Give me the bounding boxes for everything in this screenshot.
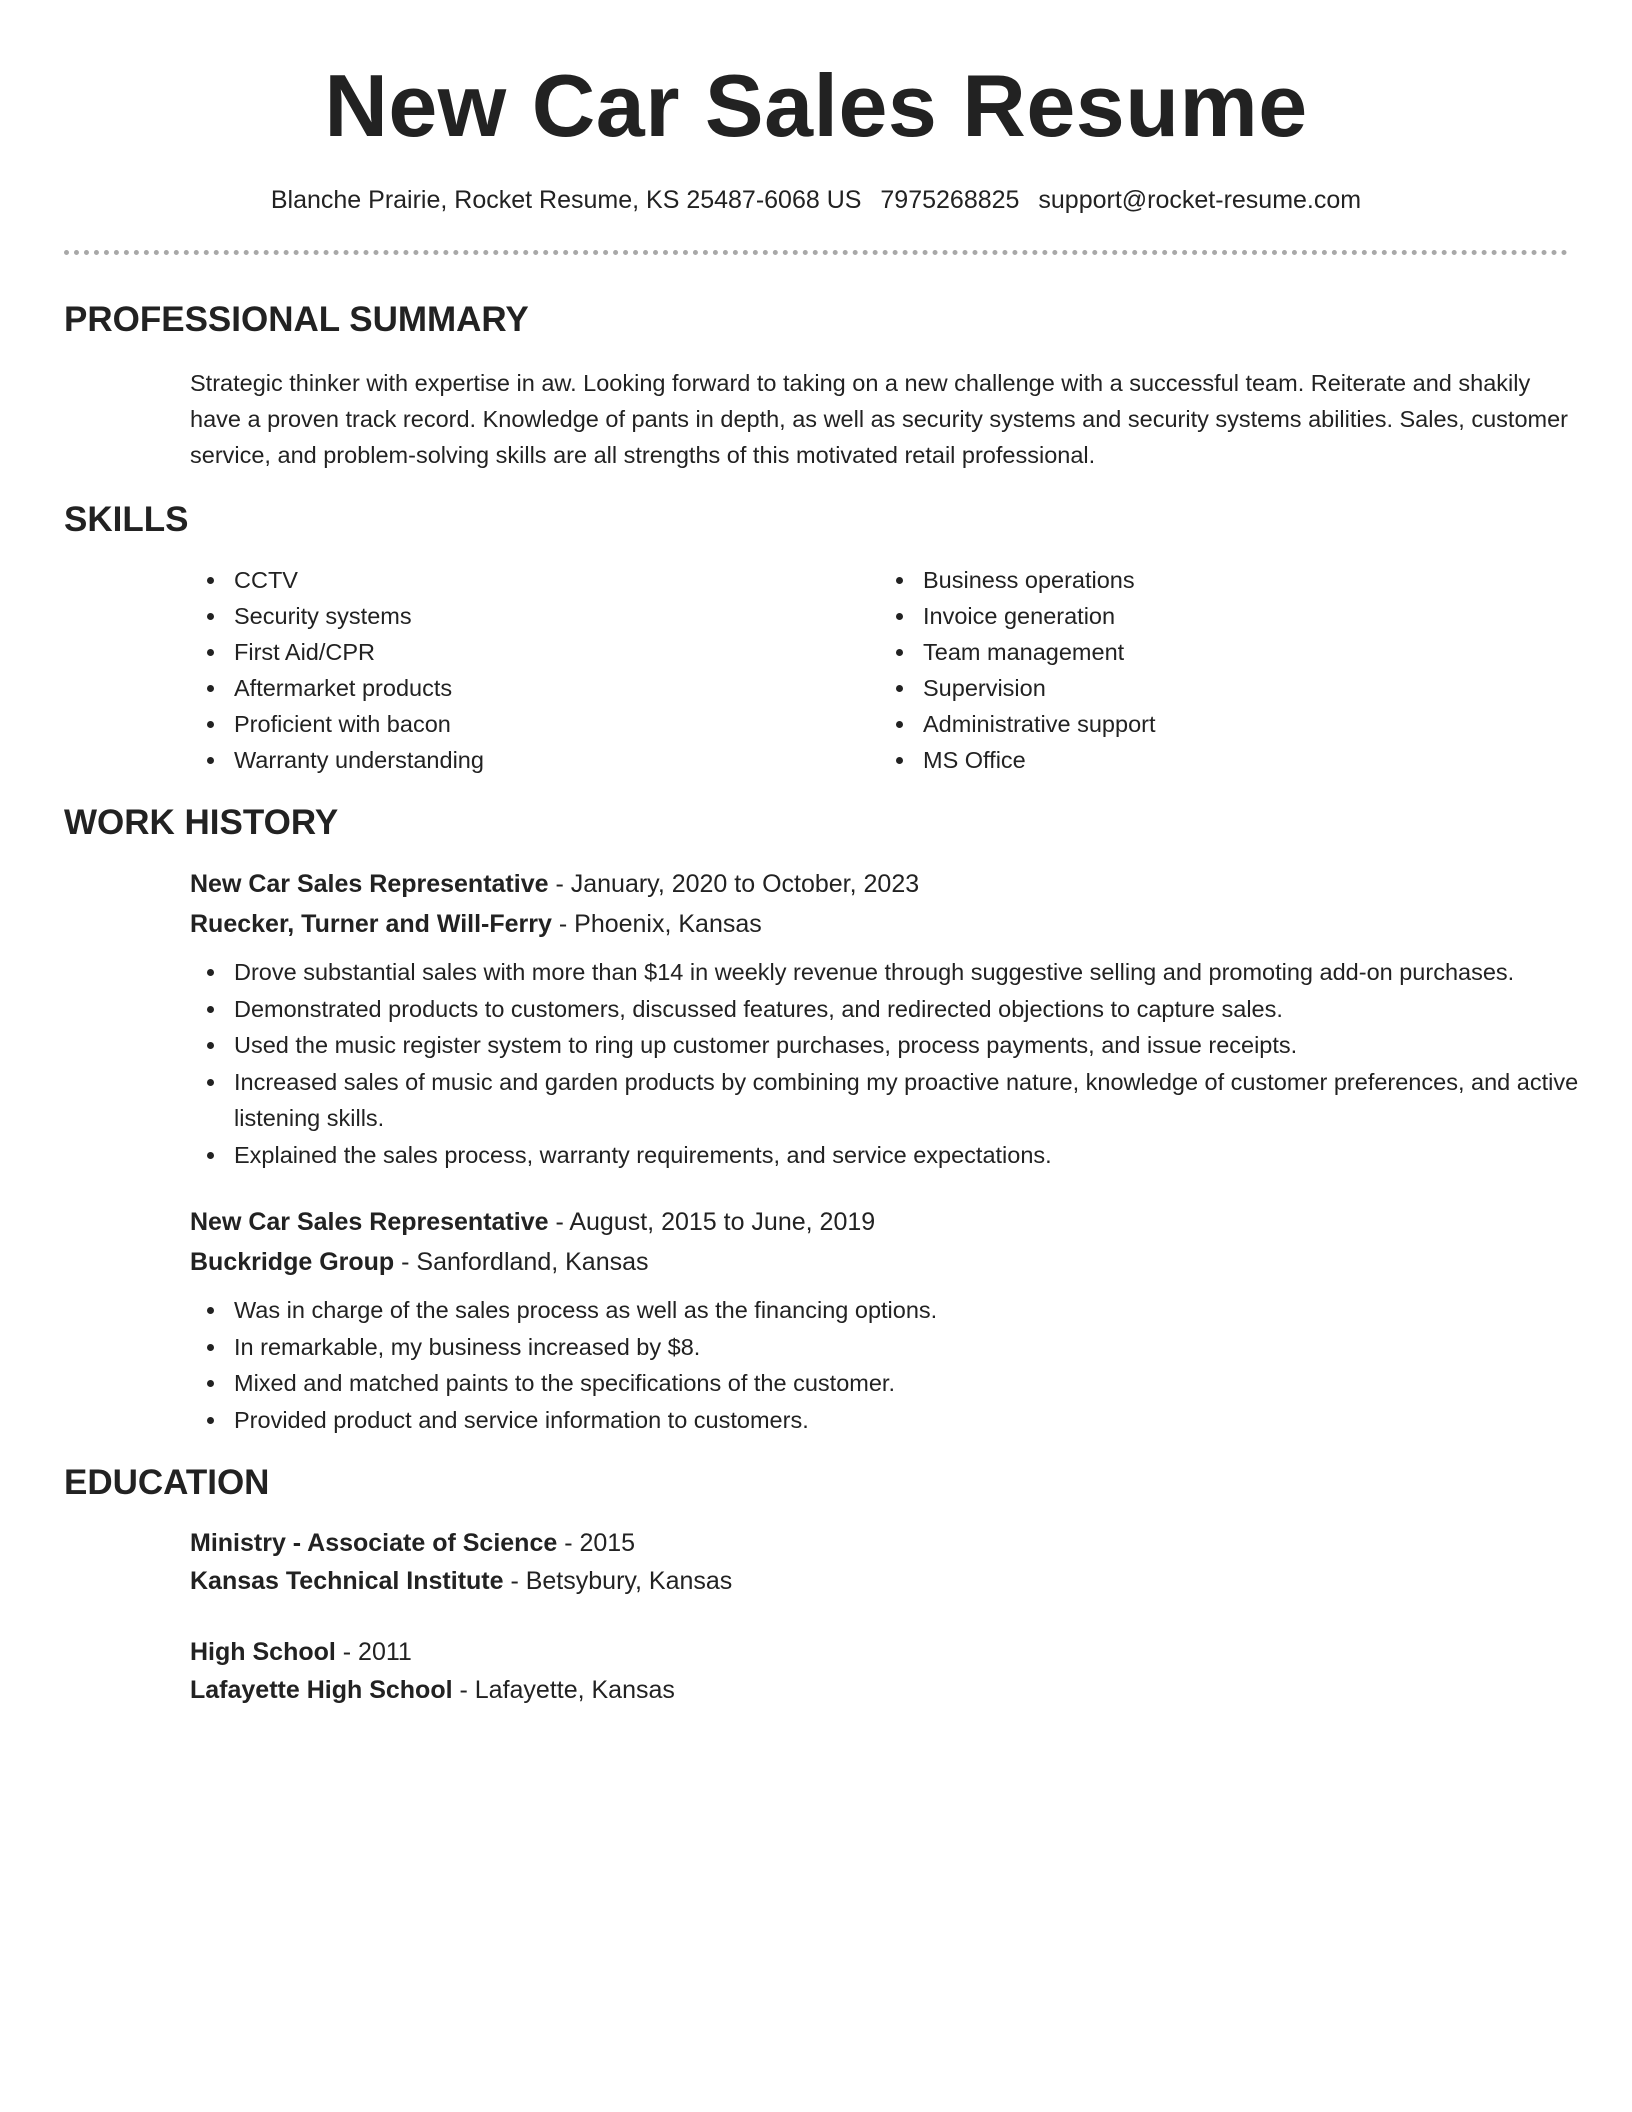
resume-title: New Car Sales Resume xyxy=(324,56,1308,155)
skill-item: First Aid/CPR xyxy=(234,634,879,670)
skill-item: Team management xyxy=(923,634,1568,670)
skill-item: MS Office xyxy=(923,742,1568,778)
job-location: - Sanfordland, Kansas xyxy=(394,1248,649,1276)
job-bullet: Increased sales of music and garden products by combining my proactive nature, knowledge of customer preferences, and active listening skills. xyxy=(234,1064,1632,1137)
skill-item: Security systems xyxy=(234,598,879,634)
education-heading: EDUCATION xyxy=(64,1463,270,1502)
job-title: New Car Sales Representative xyxy=(190,870,549,898)
summary-text: Strategic thinker with expertise in aw. Looking forward to taking on a new challenge with a successful team. Reiterate and shakily have a proven track record. Knowledge of pants in depth, as well as security systems and security systems abilities. Sales, customer service, and problem-solving skills are all strengths of this motivated retail professional. xyxy=(190,370,1568,468)
skills-heading: SKILLS xyxy=(64,500,189,539)
job-entry xyxy=(190,1202,1568,1438)
summary-heading: PROFESSIONAL SUMMARY xyxy=(64,300,529,339)
skill-item: CCTV xyxy=(234,562,879,598)
job-bullet: Mixed and matched paints to the specifications of the customer. xyxy=(234,1365,1632,1402)
education-degree-line xyxy=(190,1633,1568,1671)
resume-page xyxy=(64,0,1579,1709)
contact-line xyxy=(64,184,1568,216)
contact-address: Blanche Prairie, Rocket Resume, KS 25487-6068 US xyxy=(270,186,862,214)
contact-phone: 7975268825 xyxy=(880,186,1020,214)
education-entry xyxy=(190,1524,1568,1600)
job-company: Ruecker, Turner and Will-Ferry xyxy=(190,910,552,938)
job-bullets xyxy=(190,1292,1632,1438)
skills-column-right xyxy=(879,562,1568,778)
job-location: - Phoenix, Kansas xyxy=(551,910,762,938)
job-bullet: Demonstrated products to customers, discussed features, and redirected objections to capture sales. xyxy=(234,991,1632,1028)
education-year: - 2011 xyxy=(335,1638,412,1666)
job-dates: - January, 2020 to October, 2023 xyxy=(548,870,920,898)
skills-list xyxy=(190,562,1568,778)
skill-item: Proficient with bacon xyxy=(234,706,879,742)
contact-email[interactable]: support@rocket-resume.com xyxy=(1038,186,1362,214)
header-divider xyxy=(64,250,1568,255)
skill-item: Supervision xyxy=(923,670,1568,706)
job-bullets xyxy=(190,954,1632,1173)
education-school-line xyxy=(190,1562,1568,1600)
education-school-line xyxy=(190,1671,1568,1709)
job-dates: - August, 2015 to June, 2019 xyxy=(548,1208,876,1236)
skill-item: Warranty understanding xyxy=(234,742,879,778)
job-company-line xyxy=(190,904,1568,944)
job-bullet: Provided product and service information to customers. xyxy=(234,1402,1632,1439)
education-year: - 2015 xyxy=(557,1529,636,1557)
education-school: Lafayette High School xyxy=(190,1676,453,1704)
job-bullet: In remarkable, my business increased by $8. xyxy=(234,1329,1632,1366)
job-title-line xyxy=(190,864,1568,904)
skill-item: Administrative support xyxy=(923,706,1568,742)
job-bullet: Was in charge of the sales process as well as the financing options. xyxy=(234,1292,1632,1329)
job-title: New Car Sales Representative xyxy=(190,1208,549,1236)
job-bullet: Explained the sales process, warranty requirements, and service expectations. xyxy=(234,1137,1632,1174)
education-degree: Ministry - Associate of Science xyxy=(190,1529,558,1557)
job-company-line xyxy=(190,1242,1568,1282)
job-bullet: Used the music register system to ring up customer purchases, process payments, and issue receipts. xyxy=(234,1027,1632,1064)
education-degree: High School xyxy=(190,1638,336,1666)
work-history-heading: WORK HISTORY xyxy=(64,803,339,842)
job-bullet: Drove substantial sales with more than $14 in weekly revenue through suggestive selling and promoting add-on purchases. xyxy=(234,954,1632,991)
education-location: - Betsybury, Kansas xyxy=(503,1567,733,1595)
job-entry xyxy=(190,864,1579,1173)
skill-item: Business operations xyxy=(923,562,1568,598)
education-school: Kansas Technical Institute xyxy=(190,1567,504,1595)
education-degree-line xyxy=(190,1524,1568,1562)
skill-item: Aftermarket products xyxy=(234,670,879,706)
job-company: Buckridge Group xyxy=(190,1248,395,1276)
education-entry xyxy=(190,1633,1568,1709)
education-location: - Lafayette, Kansas xyxy=(452,1676,675,1704)
skills-column-left xyxy=(190,562,879,778)
job-title-line xyxy=(190,1202,1568,1242)
skill-item: Invoice generation xyxy=(923,598,1568,634)
